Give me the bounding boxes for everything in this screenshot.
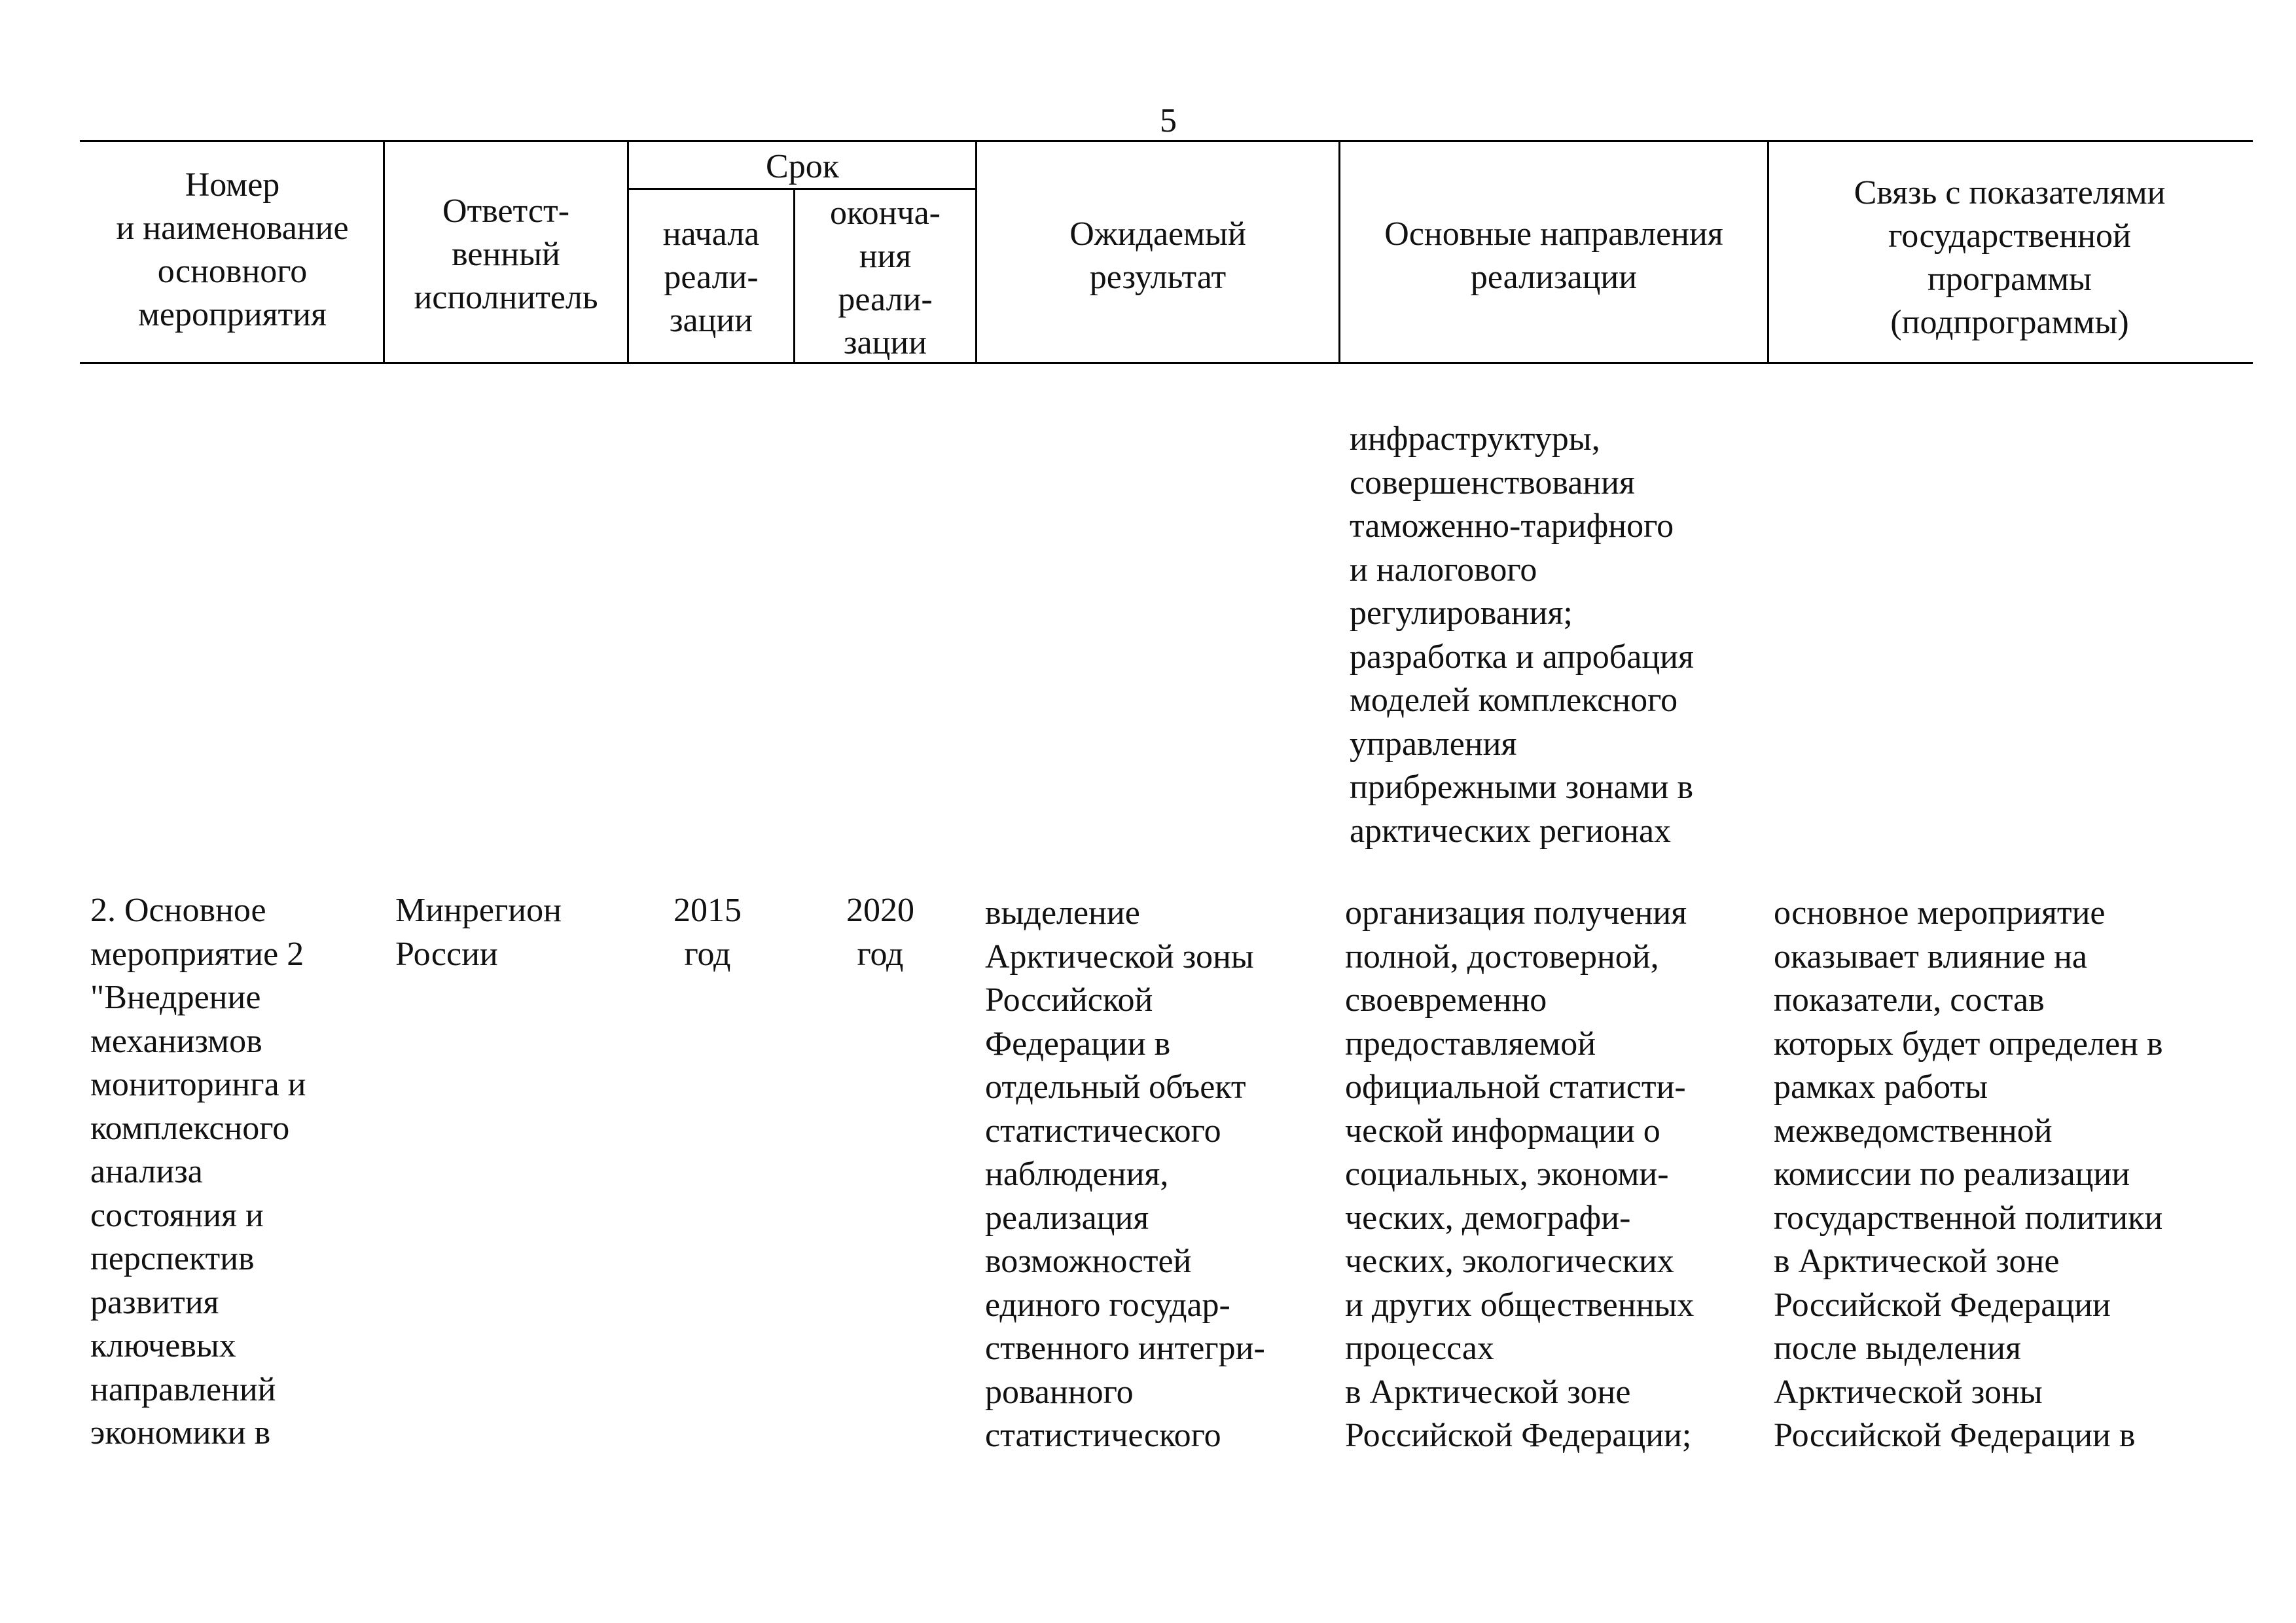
- header-executor: Ответст- венный исполнитель: [414, 192, 598, 316]
- header-top-rule: [80, 140, 2253, 142]
- row2-program-link: основное мероприятие оказывает влияние на показатели, состав которых будет определен в рамках работы межведомственной комиссии по реализации государственной политики в Арктической зоне Российской Федерации после выделения Арктической зоны Российской Федерации в: [1774, 894, 2163, 1454]
- row2-executor: Минрегион России: [395, 892, 562, 973]
- header-program-link: Связь с показателями государственной программы (подпрограммы): [1854, 174, 2166, 341]
- row2-directions: организация получения полной, достоверной, своевременно предоставляемой официальной статисти- ческой информации о социальных, экономи- ческих, демографи- ческих, экологических и других общественных процессах в Арктической зоне Российской Федерации;: [1345, 894, 1695, 1454]
- row2-name: 2. Основное мероприятие 2 "Внедрение механизмов мониторинга и комплексного анализа состояния и перспектив развития ключевых направлений экономики в: [90, 892, 306, 1451]
- header-end: оконча- ния реали- зации: [830, 194, 941, 361]
- page-number: 5: [1160, 102, 1177, 139]
- header-number-name: Номер и наименование основного мероприятия: [116, 166, 349, 333]
- header-directions: Основные направления реализации: [1384, 215, 1723, 296]
- header-bottom-rule: [80, 362, 2253, 364]
- header-start: начала реали- зации: [662, 215, 760, 339]
- row2-expected-result: выделение Арктической зоны Российской Федерации в отдельный объект статистического наблюдения, реализация возможностей единого государ- ственного интегри- рованного статистического: [985, 894, 1265, 1454]
- continuation-directions: инфраструктуры, совершенствования таможенно-тарифного и налогового регулирования; разработка и апробация моделей комплексного управления прибрежными зонами в арктических регионах: [1350, 420, 1694, 850]
- header-expected-result: Ожидаемый результат: [1069, 215, 1246, 296]
- header-srok: Срок: [766, 148, 839, 185]
- row2-end-date: 2020 год: [846, 892, 914, 973]
- row2-start-date: 2015 год: [673, 892, 742, 973]
